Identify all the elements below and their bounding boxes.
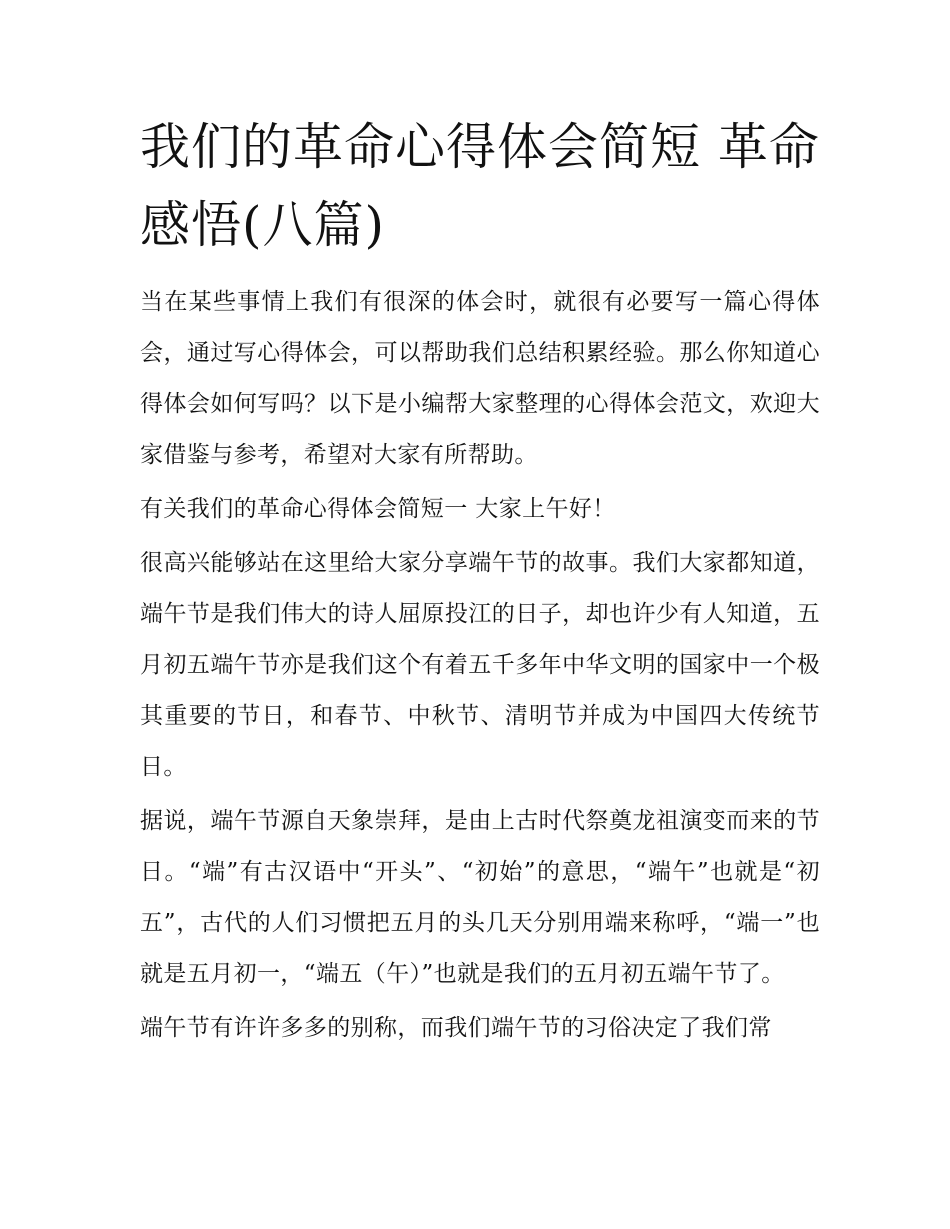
document-body	[140, 277, 820, 1057]
body-paragraph: 据说，端午节源自天象崇拜，是由上古时代祭奠龙祖演变而来的节日。“端”有古汉语中“开头”、“初始”的意思，“端午”也就是“初五”，古代的人们习惯把五月的头几天分别用端来称呼，“端一”也就是五月初一，“端五（午）”也就是我们的五月初五端午节了。	[140, 808, 820, 987]
document-title: 我们的革命心得体会简短 革命感悟(八篇)	[140, 118, 820, 254]
body-paragraph: 很高兴能够站在这里给大家分享端午节的故事。我们大家都知道，端午节是我们伟大的诗人屈原投江的日子，却也许少有人知道，五月初五端午节亦是我们这个有着五千多年中华文明的国家中一个极其重要的节日，和春节、中秋节、清明节并成为中国四大传统节日。	[140, 550, 820, 780]
intro-paragraph: 当在某些事情上我们有很深的体会时，就很有必要写一篇心得体会，通过写心得体会，可以帮助我们总结积累经验。那么你知道心得体会如何写吗？以下是小编帮大家整理的心得体会范文，欢迎大家借鉴与参考，希望对大家有所帮助。	[140, 289, 820, 468]
body-paragraph: 端午节有许许多多的别称，而我们端午节的习俗决定了我们常	[140, 1015, 772, 1041]
section-heading-paragraph: 有关我们的革命心得体会简短一 大家上午好！	[140, 496, 616, 522]
